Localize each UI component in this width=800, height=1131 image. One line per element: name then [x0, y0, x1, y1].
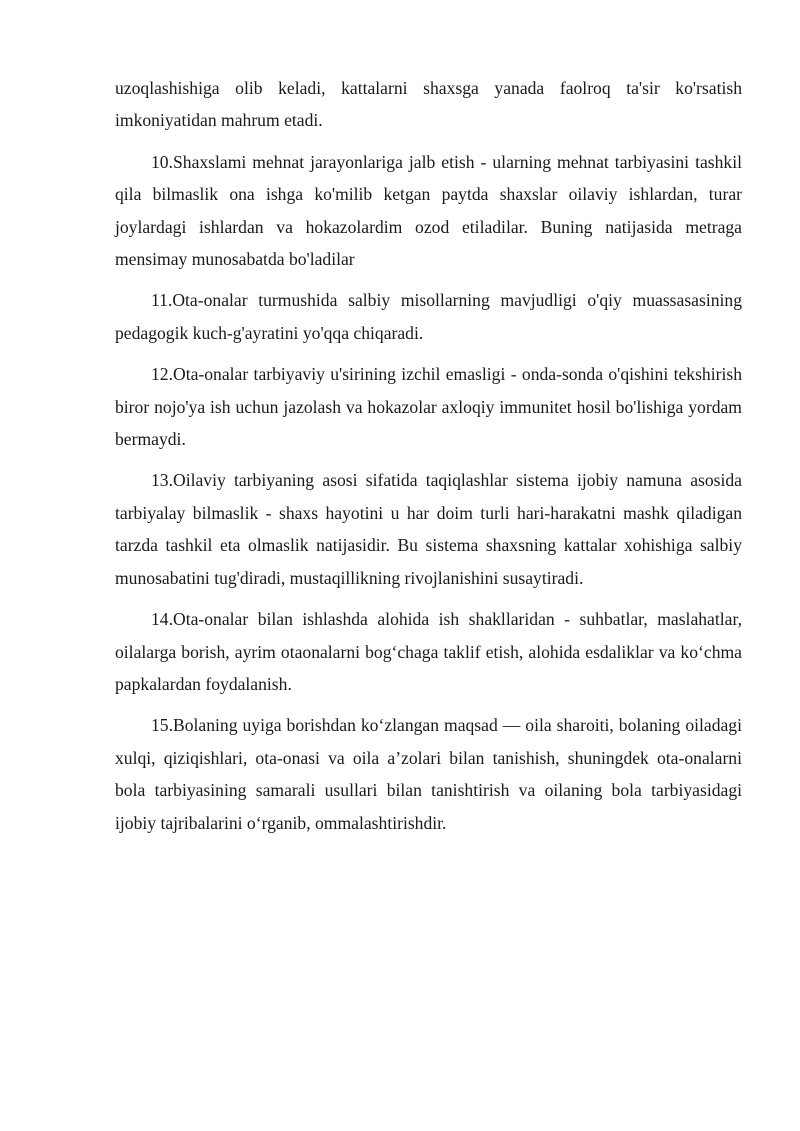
- paragraph-item-13: 13.Oilaviy tarbiyaning asosi sifatida taqiqlashlar sistema ijobiy namuna asosida tarbiyalay bilmaslik - shaxs hayotini u har doim turli hari-harakatni mashk qiladigan tarzda tashkil eta olmaslik natijasidir. Bu sistema shaxsning kattalar xohishiga salbiy munosabatini tug'diradi, mustaqillikning rivojlanishini susaytiradi.: [115, 470, 742, 588]
- paragraph-item-10: 10.Shaxslami mehnat jarayonlariga jalb etish - ularning mehnat tarbiyasini tashkil qila bilmaslik ona ishga ko'milib ketgan paytda shaxslar oilaviy ishlardan, turar joylardagi ishlardan va hokazolardim ozod etiladilar. Buning natijasida metraga mensimay munosabatda bo'ladilar: [115, 151, 742, 270]
- paragraph-item-12: 12.Ota-onalar tarbiyaviy u'sirining izchil emasligi - onda-sonda o'qishini tekshirish biror nojo'ya ish uchun jazolash va hokazolar axloqiy immunitet hosil bo'lishiga yordam bermaydi.: [115, 364, 742, 450]
- paragraph-item-11: 11.Ota-onalar turmushida salbiy misollarning mavjudligi o'qiy muassasasining pedagogik kuch-g'ayratini yo'qqa chiqaradi.: [115, 290, 742, 343]
- paragraph-item-15: 15.Bolaning uyiga borishdan ko‘zlangan maqsad — oila sharoiti, bolaning oiladagi xulqi, qiziqishlari, ota-onasi va oila a’zolari bilan tanishish, shuningdek ota-onalarni bola tarbiyasining samarali usullari bilan tanishtirish va oilaning bola tarbiyasidagi ijobiy tajribalarini o‘rganib, ommalashtirishdir.: [115, 715, 742, 833]
- document-page: [115, 72, 742, 848]
- paragraph-item-14: 14.Ota-onalar bilan ishlashda alohida ish shakllaridan - suhbatlar, maslahatlar, oilalarga borish, ayrim otaonalarni bog‘chaga taklif etish, alohida esdaliklar va ko‘chma papkalardan foydalanish.: [115, 609, 742, 694]
- paragraph-continuation: uzoqlashishiga olib keladi, kattalarni shaxsga yanada faolroq ta'sir ko'rsatish imkoniyatidan mahrum etadi.: [115, 78, 742, 131]
